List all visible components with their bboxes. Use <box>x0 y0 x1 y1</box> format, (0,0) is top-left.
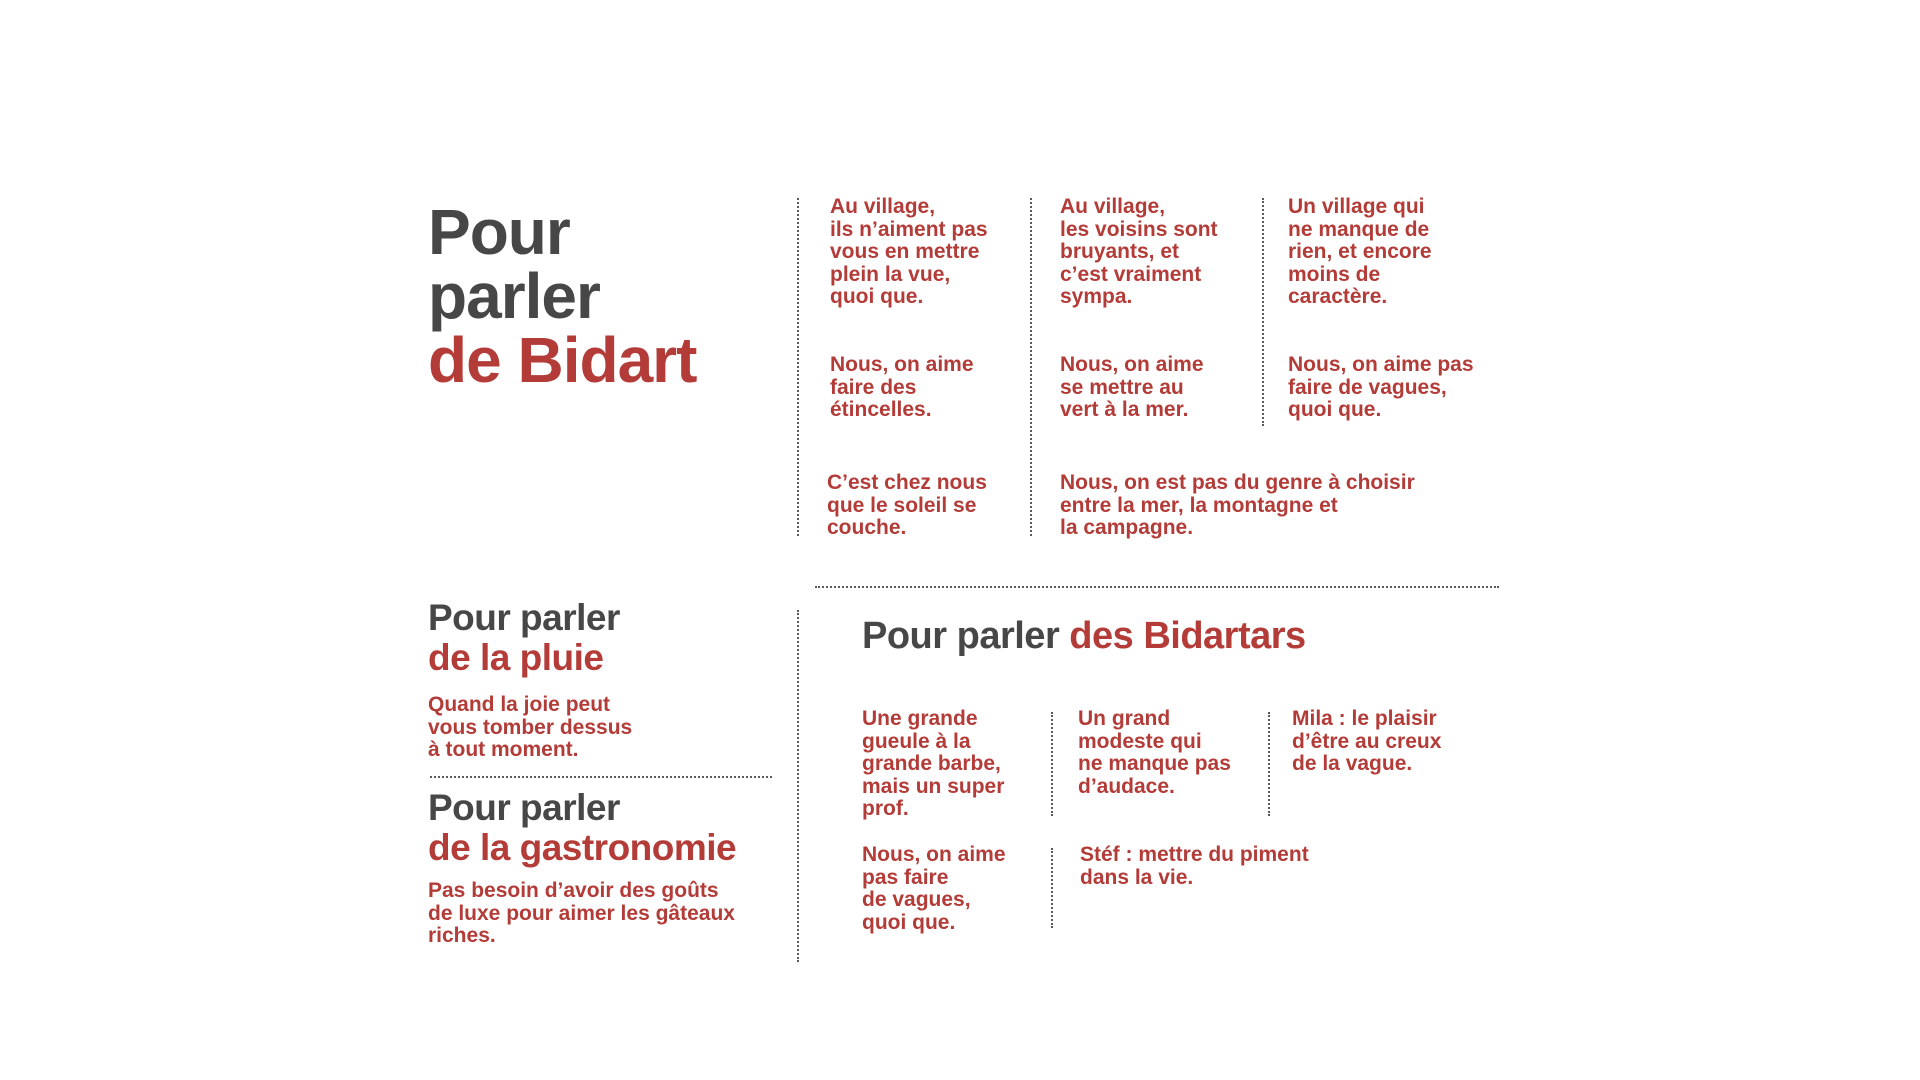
text-line: Un village qui <box>1288 195 1425 218</box>
text-line: sympa. <box>1060 285 1133 308</box>
text-line: plein la vue, <box>830 262 951 286</box>
rain-text <box>428 694 632 762</box>
text-line: couche. <box>827 516 907 539</box>
text-line: Nous, on aime pas <box>1288 353 1474 376</box>
text-line: grande barbe, <box>862 752 1001 775</box>
text-line: quoi que. <box>1288 398 1382 421</box>
text-line: que le soleil se <box>827 493 977 517</box>
text-line: de la vague. <box>1292 752 1413 775</box>
text-line: bruyants, et <box>1060 240 1180 263</box>
text-line: quoi que. <box>862 910 956 934</box>
text-line: modeste qui <box>1078 729 1202 753</box>
bidartars-cell-5 <box>1080 844 1309 889</box>
village-cell-8 <box>1060 472 1415 540</box>
text-line: ne manque de <box>1288 217 1430 241</box>
text-line: gueule à la <box>862 729 971 753</box>
text-line: moins de <box>1288 262 1381 286</box>
bidartars-divider-2 <box>1268 712 1270 816</box>
text-line: ils n’aiment pas <box>830 217 988 241</box>
text-line: Nous, on aime <box>1060 353 1204 376</box>
section-divider <box>815 586 1499 588</box>
text-line: la campagne. <box>1060 516 1194 539</box>
text-line: d’audace. <box>1078 774 1175 798</box>
gastronomy-heading-dark: Pour parler <box>428 787 620 828</box>
bidartars-divider-3 <box>1051 848 1053 928</box>
text-line: d’être au creux <box>1292 729 1442 753</box>
text-line: Pas besoin d’avoir des goûts <box>428 879 719 902</box>
village-cell-7 <box>827 472 987 540</box>
text-line: vert à la mer. <box>1060 398 1189 421</box>
text-line: Un grand <box>1078 707 1171 730</box>
text-line: quoi que. <box>830 285 924 308</box>
bidartars-heading-red: des Bidartars <box>1069 615 1306 657</box>
text-line: étincelles. <box>830 398 932 421</box>
text-line: Nous, on aime <box>830 353 974 376</box>
village-cell-2 <box>1060 196 1218 309</box>
text-line: c’est vraiment <box>1060 262 1202 286</box>
village-divider-right <box>1262 198 1264 426</box>
bidartars-cell-4 <box>862 844 1006 934</box>
main-title-line-2: parler <box>428 260 600 332</box>
text-line: Quand la joie peut <box>428 693 611 716</box>
village-cell-4 <box>830 354 974 422</box>
text-line: de luxe pour aimer les gâteaux <box>428 901 735 925</box>
village-divider-left <box>797 198 799 536</box>
text-line: ne manque pas <box>1078 752 1231 775</box>
text-line: Nous, on est pas du genre à choisir <box>1060 471 1415 494</box>
text-line: à tout moment. <box>428 738 579 761</box>
text-line: mais un super <box>862 774 1005 798</box>
text-line: faire des <box>830 375 917 399</box>
rain-heading-dark: Pour parler <box>428 597 620 638</box>
rain-gastronomy-divider <box>430 776 772 778</box>
bidartars-cell-3 <box>1292 708 1441 776</box>
text-line: vous tomber dessus <box>428 715 633 739</box>
main-title-line-1: Pour <box>428 196 570 268</box>
rain-heading <box>428 598 620 678</box>
text-line: Mila : le plaisir <box>1292 707 1437 730</box>
main-title <box>428 196 697 396</box>
text-line: Au village, <box>1060 195 1166 218</box>
bidartars-cell-1 <box>862 708 1004 821</box>
lower-divider <box>797 610 799 962</box>
text-line: vous en mettre <box>830 240 980 263</box>
text-line: faire de vagues, <box>1288 375 1447 399</box>
village-divider-middle <box>1030 198 1032 536</box>
text-line: rien, et encore <box>1288 240 1432 263</box>
text-line: Une grande <box>862 707 978 730</box>
text-line: de vagues, <box>862 888 971 911</box>
bidartars-heading-dark: Pour parler <box>862 615 1070 657</box>
text-line: dans la vie. <box>1080 865 1194 889</box>
gastronomy-heading <box>428 788 736 868</box>
village-cell-5 <box>1060 354 1204 422</box>
bidartars-heading <box>862 616 1306 656</box>
village-cell-6 <box>1288 354 1474 422</box>
text-line: pas faire <box>862 865 949 889</box>
text-line: C’est chez nous <box>827 471 987 494</box>
text-line: Nous, on aime <box>862 843 1006 866</box>
text-line: Au village, <box>830 195 936 218</box>
village-cell-3 <box>1288 196 1432 309</box>
gastronomy-heading-red: de la gastronomie <box>428 827 737 868</box>
bidartars-divider-1 <box>1051 712 1053 816</box>
gastronomy-text <box>428 880 735 948</box>
text-line: entre la mer, la montagne et <box>1060 493 1338 517</box>
text-line: riches. <box>428 924 496 947</box>
text-line: caractère. <box>1288 285 1388 308</box>
village-cell-1 <box>830 196 988 309</box>
bidartars-cell-2 <box>1078 708 1231 798</box>
text-line: se mettre au <box>1060 375 1184 399</box>
rain-heading-red: de la pluie <box>428 637 604 678</box>
text-line: les voisins sont <box>1060 217 1218 241</box>
text-line: Stéf : mettre du piment <box>1080 843 1309 866</box>
main-title-line-3: de Bidart <box>428 324 697 396</box>
text-line: prof. <box>862 797 909 820</box>
